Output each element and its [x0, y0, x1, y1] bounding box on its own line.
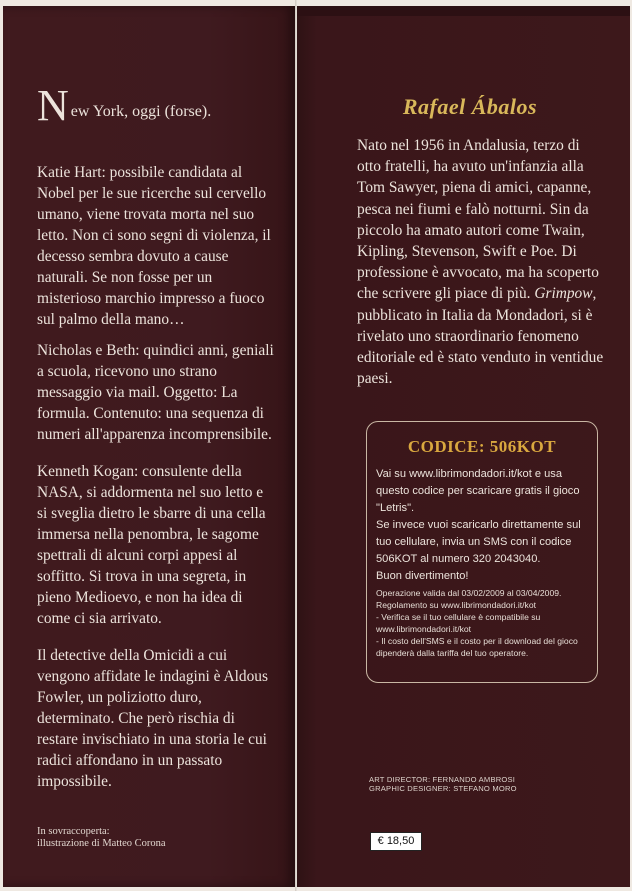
bio-book-title: Grimpow [534, 285, 593, 303]
fine-print-2: Regolamento su www.librimondadori.it/kot [376, 600, 537, 610]
credit-line-1: In sovraccoperta: [37, 826, 110, 837]
opening-line [37, 81, 277, 130]
cover-credit [37, 826, 237, 850]
fine-print-3: - Verifica se il tuo cellulare è compatibile su www.librimondadori.it/kot [376, 612, 541, 634]
promo-code-title: CODICE: 506KOT [407, 437, 557, 456]
promo-code-box [366, 421, 598, 683]
graphic-designer-credit: GRAPHIC DESIGNER: STEFANO MORO [369, 784, 517, 793]
synopsis-paragraph-nicholas-beth: Nicholas e Beth: quindici anni, geniali a scuola, ricevono uno strano messaggio via mail. Oggetto: La formula. Contenuto: una sequenza di numeri all'apparenza incomprensibile. [37, 342, 274, 444]
author-bio [357, 135, 605, 389]
fine-print-1: Operazione valida dal 03/02/2009 al 03/04/2009. [376, 588, 562, 598]
author-name: Rafael Ábalos [402, 94, 538, 119]
bio-text-a: Nato nel 1956 in Andalusia, terzo di otto fratelli, ha avuto un'infanzia alla Tom Sawyer, piena di amici, capanne, pesca nei fiumi e falò notturni. Sin da piccolo ha amato autori come Twain, Kipling, Stevenson, Swift e Poe. Di professione è avvocato, ma ha scoperto che scrivere gli piace di più. [357, 137, 599, 303]
promo-instruction-2: Se invece vuoi scaricarlo direttamente sul tuo cellulare, invia un SMS con il codice 506KOT al numero 320 2043040. [376, 519, 581, 565]
synopsis-paragraph-katie: Katie Hart: possibile candidata al Nobel per le sue ricerche sul cervello umano, viene trovata morta nel suo letto. Non ci sono segni di violenza, il decesso sembra dovuto a cause naturali. Se non fosse per un misterioso marchio impresso a fuoco sul palmo della mano… [37, 164, 271, 329]
design-credits [369, 775, 569, 793]
synopsis-paragraph-kenneth: Kenneth Kogan: consulente della NASA, si addormenta nel suo letto e si sveglia dietro le sbarre di una cella immersa nella penombra, le sagome spettrali di alcuni corpi appesi al soffitto. Si trova in una segreta, in pieno Medioevo, e non ha idea di come ci sia arrivato. [37, 463, 266, 628]
opening-text: ew York, oggi (forse). [70, 103, 212, 120]
promo-instruction-1: Vai su www.librimondadori.it/kot e usa questo codice per scaricare gratis il gioco "Letris". [376, 468, 580, 514]
price-tag: € 18,50 [370, 832, 422, 851]
drop-cap: N [37, 81, 69, 130]
art-director-credit: ART DIRECTOR: FERNANDO AMBROSI [369, 775, 516, 784]
promo-code-instructions [376, 466, 594, 585]
credit-line-2: illustrazione di Matteo Corona [37, 838, 166, 849]
synopsis-paragraph-detective: Il detective della Omicidi a cui vengono affidate le indagini è Aldous Fowler, un poliziotto duro, determinato. Che però rischia di restare invischiato in una storia le cui radici affondano in un passato impossibile. [37, 647, 268, 791]
flap-top-edge [297, 6, 630, 16]
promo-instruction-3: Buon divertimento! [376, 570, 469, 582]
bio-text-b: , pubblicato in Italia da Mondadori, si è rivelato uno straordinario fenomeno editoriale ed è stato venduto in ventidue paesi. [357, 285, 604, 388]
promo-fine-print [376, 587, 594, 659]
fine-print-4: - Il costo dell'SMS e il costo per il download del gioco dipenderà dalla tariffa del tuo operatore. [376, 636, 578, 658]
